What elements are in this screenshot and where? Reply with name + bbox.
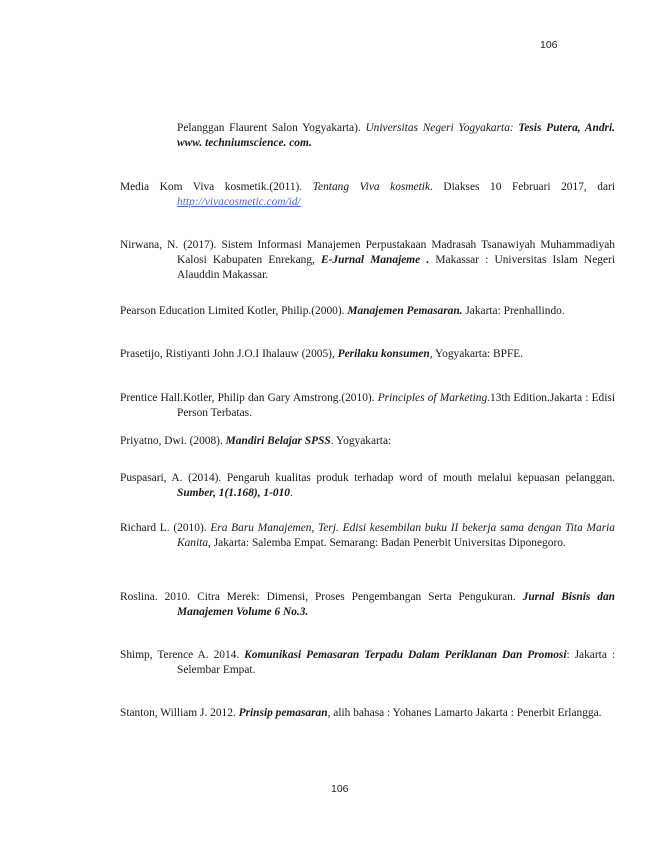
ref-text: Jakarta: Prenhallindo.: [462, 305, 565, 317]
ref-italic: Principles of Marketing: [377, 392, 488, 404]
ref-text: Roslina. 2010. Citra Merek: Dimensi, Proses Pengembangan Serta Pengukuran.: [120, 591, 523, 603]
page-number-top: 106: [540, 39, 558, 51]
ref-text: .13th Edition.Jakarta : Edisi Person Terbatas.: [177, 392, 615, 419]
reference-entry: [120, 521, 615, 551]
ref-text: Pearson Education Limited Kotler, Philip.(2000).: [120, 305, 348, 317]
ref-text: Makassar : Universitas Islam Negeri Alauddin Makassar.: [177, 254, 615, 281]
reference-entry: [120, 347, 615, 362]
ref-bold-italic: Mandiri Belajar SPSS: [225, 435, 331, 447]
ref-bold-italic: Komunikasi Pemasaran Terpadu Dalam Periklanan Dan Promosi: [244, 649, 567, 661]
reference-entry: [120, 238, 615, 283]
reference-entry: [120, 648, 615, 678]
reference-entry: [120, 706, 615, 721]
ref-text: . Yogyakarta:: [330, 435, 392, 447]
ref-text: Richard L. (2010).: [120, 522, 211, 534]
ref-text: Media Kom Viva kosmetik.(2011).: [120, 181, 313, 193]
ref-text: Pelanggan Flaurent Salon Yogyakarta).: [177, 122, 366, 134]
ref-text: Prentice Hall.Kotler, Philip dan Gary Amstrong.(2010).: [120, 392, 378, 404]
ref-bold-italic: Jurnal Bisnis dan Manajemen Volume 6 No.3.: [177, 591, 615, 618]
ref-italic: Tentang Viva kosmetik: [312, 181, 431, 193]
ref-bold-italic: Sumber, 1(1.168), 1-010: [177, 487, 290, 499]
reference-entry-continued: [120, 121, 615, 151]
ref-text: Shimp, Terence A. 2014.: [120, 649, 245, 661]
ref-bold-italic: E-Jurnal Manajeme .: [321, 254, 430, 266]
ref-text: Priyatno, Dwi. (2008).: [120, 435, 226, 447]
ref-text: Nirwana, N. (2017). Sistem Informasi Manajemen Perpustakaan Madrasah Tsanawiyah Muhammadiyah Kalosi Kabupaten Enrekang,: [120, 239, 615, 266]
ref-text: Puspasari, A. (2014). Pengaruh kualitas produk terhadap word of mouth melalui kepuasan pelanggan.: [120, 472, 615, 484]
ref-text: : Jakarta : Selembar Empat.: [177, 649, 615, 676]
ref-text: .: [289, 487, 293, 499]
reference-entry: [120, 391, 615, 421]
reference-entry: [120, 304, 615, 319]
ref-bold-italic: Tesis Putera, Andri. www. techniumscience. com.: [177, 122, 615, 149]
ref-bold-italic: Prinsip pemasaran: [238, 707, 328, 719]
ref-text: Stanton, William J. 2012.: [120, 707, 239, 719]
ref-bold-italic: Perilaku konsumen: [337, 348, 430, 360]
ref-text: , Yogyakarta: BPFE.: [429, 348, 524, 360]
ref-text: . Diakses 10 Februari 2017, dari: [430, 181, 615, 193]
ref-italic: Era Baru Manajemen, Terj. Edisi kesembilan buku II bekerja sama dengan Tita Maria Kanita: [177, 522, 615, 549]
page-number-bottom: 106: [331, 783, 349, 795]
reference-entry: [120, 434, 615, 449]
ref-text: , Jakarta: Salemba Empat. Semarang: Badan Penerbit Universitas Diponegoro.: [208, 537, 566, 549]
reference-entry: [120, 180, 615, 210]
ref-text: Prasetijo, Ristiyanti John J.O.I Ihalauw (2005),: [120, 348, 338, 360]
ref-bold-italic: Manajemen Pemasaran.: [347, 305, 463, 317]
ref-italic: Universitas Negeri Yogyakarta:: [365, 122, 519, 134]
reference-entry: [120, 471, 615, 501]
ref-link[interactable]: http://vivacosmetic.com/id/: [177, 196, 301, 208]
ref-text: , alih bahasa : Yohanes Lamarto Jakarta : Penerbit Erlangga.: [327, 707, 602, 719]
reference-entry: [120, 590, 615, 620]
